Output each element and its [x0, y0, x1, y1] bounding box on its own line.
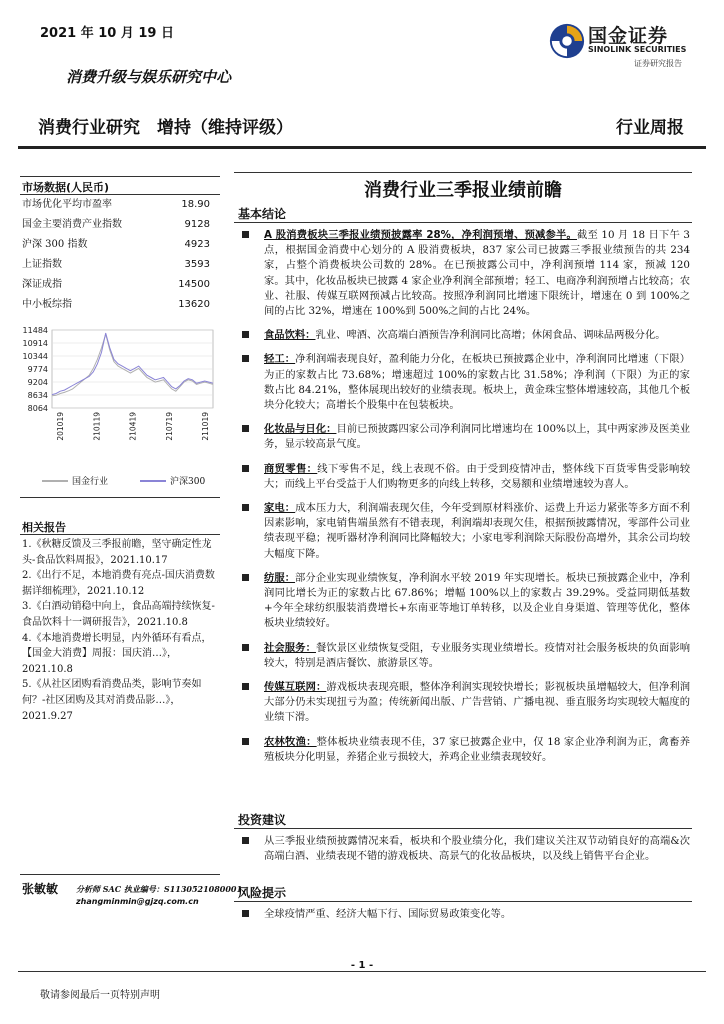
related-reports-title: 相关报告	[22, 521, 66, 534]
bullet-icon	[242, 683, 249, 690]
analyst-email[interactable]: zhangminmin@gjzq.com.cn	[76, 897, 199, 906]
market-data-table	[22, 195, 210, 315]
bullet-icon	[242, 331, 249, 338]
conclusion-item: 食品饮料：乳业、啤酒、次高端白酒预告净利润同比高增；休闲食品、调味品两极分化。	[240, 328, 690, 343]
related-report-link[interactable]: 3.《白酒动销稳中向上，食品高端持续恢复-食品饮料十一调研报告》，2021.10.8	[22, 601, 215, 628]
investment-advice-list	[240, 834, 690, 873]
bullet-icon	[242, 231, 249, 238]
series-line-industry	[52, 334, 213, 396]
related-report-link[interactable]: 4.《本地消费增长明显，内外循环有看点，【国金大消费】周报：国庆消…》，2021.10.8	[22, 632, 212, 675]
conclusion-item: 商贸零售：线下零售不足，线上表现不俗。由于受到疫情冲击，整体线下百货零售受影响较大；而线上平台受益于人们购物更多的向线上转移，交易额和业绩增速较为喜人。	[240, 462, 690, 492]
y-tick-label: 9774	[27, 365, 48, 374]
related-rule	[20, 534, 220, 535]
report-type: 行业周报	[616, 118, 684, 138]
conclusion-item: 传媒互联网：游戏板块表现亮眼，整体净利润实现较快增长；影视板块虽增幅较大，但净利润大部分仍未实现扭亏为盈；传统新闻出版、广告营销、广播电视、垂直服务均实现较大幅度的业绩下滑。	[240, 680, 690, 726]
related-report-link[interactable]: 5.《从社区团购看消费品类，影响节奏如何？-社区团购及其对消费品影…》，2021.9.27	[22, 679, 202, 722]
invest-rule	[234, 828, 692, 829]
x-tick-label: 210419	[128, 412, 138, 441]
bullet-icon	[242, 574, 249, 581]
basic-conclusion-heading: 基本结论	[238, 207, 287, 221]
y-tick-label: 11484	[22, 326, 48, 335]
bullet-icon	[242, 644, 249, 651]
conclusion-item: 化妆品与日化：目前已预披露四家公司净利润同比增速均在 100%以上，其中两家涉及医美业务，显示较高景气度。	[240, 422, 690, 452]
report-date: 2021 年 10 月 19 日	[40, 26, 174, 41]
legend-label-hs300: 沪深300	[170, 477, 206, 487]
analyst-sac-number: 分析师 SAC 执业编号：S1130521080001	[76, 884, 243, 894]
basic-conclusion-list	[240, 228, 690, 774]
risk-list	[240, 907, 690, 931]
bullet-icon	[242, 837, 249, 844]
x-tick-label: 210719	[164, 412, 174, 441]
x-tick-label: 201019	[56, 412, 65, 441]
market-row: 上证指数 3593	[22, 259, 210, 270]
related-reports-list	[22, 537, 222, 724]
index-line-chart	[18, 320, 228, 470]
y-tick-label: 10344	[22, 352, 48, 361]
conclusion-item: 家电：成本压力大，利润端表现欠佳，今年受到原材料涨价、运费上升运力紧张等多方面不利因素影响，家电销售端虽然有不错表现，利润端却表现欠佳，根据预披露情况，零部件公司业绩表现平稳；视听器材净利润同比降幅较大；小家电零利润除天际股份高增外，其余公司均较大幅度下降。	[240, 501, 690, 562]
bullet-icon	[242, 355, 249, 362]
sinolink-logo-icon	[548, 22, 586, 60]
logo-english-name: SINOLINK SECURITIES	[588, 45, 687, 54]
logo-chinese-name: 国金证券	[588, 25, 669, 47]
related-report-link[interactable]: 2.《出行不足，本地消费有亮点-国庆消费数据详细梳理》，2021.10.12	[22, 570, 215, 597]
market-row: 市场优化平均市盈率 18.90	[22, 199, 210, 210]
main-title: 消费行业三季报业绩前瞻	[364, 180, 562, 201]
related-report-link[interactable]: 1.《秋糖反馈及三季报前瞻，坚守确定性龙头-食品饮料周报》，2021.10.17	[22, 539, 212, 566]
bullet-icon	[242, 504, 249, 511]
conclusion-item: 社会服务：餐饮景区业绩恢复受阻，专业服务实现业绩增长。疫情对社会服务板块的负面影响较大，特别是酒店餐饮、旅游景区等。	[240, 641, 690, 671]
x-tick-label: 211019	[201, 412, 210, 441]
legend-swatch-industry	[42, 480, 68, 482]
chart-legend	[42, 474, 222, 487]
legend-swatch-hs300	[140, 480, 166, 482]
basic-rule	[234, 222, 692, 223]
analyst-rule	[20, 874, 220, 875]
disclaimer-note: 敬请参阅最后一页特别声明	[40, 990, 160, 1001]
research-center-name: 消费升级与娱乐研究中心	[66, 68, 232, 86]
footer-rule	[18, 971, 706, 972]
market-data-title: 市场数据(人民币)	[22, 181, 110, 194]
conclusion-item: 纺服：部分企业实现业绩恢复，净利润水平较 2019 年实现增长。板块已预披露企业中，净利润同比增长为正的家数占比 67.86%；增幅 100%以上的家数占 39.29%。受益同期低基数+今年全球纺织服装消费增长+东南亚等地订单转移，以及企业自身渠道、管理等优化，整体板块业绩较好。	[240, 571, 690, 632]
risk-heading: 风险提示	[238, 886, 287, 900]
y-tick-label: 8634	[27, 391, 48, 400]
y-tick-label: 10914	[22, 339, 48, 348]
company-logo	[548, 18, 698, 68]
x-tick-label: 210119	[92, 412, 102, 441]
market-row: 中小板综指 13620	[22, 299, 210, 310]
risk-rule	[234, 901, 692, 902]
analyst-name: 张敏敏	[22, 882, 59, 896]
conclusion-item: 农林牧渔：整体板块业绩表现不佳，37 家已披露企业中，仅 18 家企业净利润为正，禽畜养殖板块分化明显，养猪企业亏损较大，养鸡企业业绩表现较好。	[240, 735, 690, 765]
bullet-icon	[242, 910, 249, 917]
page-number: - 1 -	[350, 960, 374, 971]
market-row: 深证成指 14500	[22, 279, 210, 290]
bullet-icon	[242, 465, 249, 472]
market-top-rule	[20, 176, 220, 177]
bullet-icon	[242, 738, 249, 745]
invest-item: 从三季报业绩预披露情况来看，板块和个股业绩分化，我们建议关注双节动销良好的高端&次高端白酒、业绩表现不错的游戏板块、高景气的化妆品板块，以及线上销售平台企业。	[240, 834, 690, 864]
report-title-rating: 消费行业研究 增持（维持评级）	[38, 118, 293, 138]
logo-subtitle: 证券研究报告	[634, 59, 682, 68]
market-row: 国金主要消费产业指数 9128	[22, 219, 210, 230]
investment-advice-heading: 投资建议	[238, 813, 287, 827]
legend-label-industry: 国金行业	[72, 477, 109, 487]
y-tick-label: 9204	[27, 378, 48, 387]
bullet-icon	[242, 425, 249, 432]
y-tick-label: 8064	[27, 404, 48, 413]
risk-item: 全球疫情严重、经济大幅下行、国际贸易政策变化等。	[240, 907, 690, 922]
market-row: 沪深 300 指数 4923	[22, 239, 210, 250]
conclusion-item: A 股消费板块三季报业绩预披露率 28%，净利润预增、预减参半。截至 10 月 18 日下午 3 点，根据国金消费中心划分的 A 股消费板块，837 家公司已披露三季报业绩预告的共 234 家，占整个消费板块公司数的 28%。在已预披露公司中，净利润预增 114 家，预减 120 家。其中，化妆品板块已披露 4 家企业净利润全部预增；轻工、电商净利润预增占比较高；农业、社服、传媒互联网预减占比较高。按照净利润同比增速下限统计，增速在 0 到 100%之间的占比 32%，增速在 100%到 500%之间的占比 24%。	[240, 228, 690, 319]
chart-bottom-rule	[20, 497, 220, 498]
series-line-hs300	[52, 333, 213, 395]
main-top-rule	[234, 172, 692, 173]
conclusion-item: 轻工：净利润端表现良好，盈利能力分化，在板块已预披露企业中，净利润同比增速（下限）为正的家数占比 73.68%；增速超过 100%的家数占比 31.58%；净利润（下限）为正的家数占比 84.21%，整体展现出较好的业绩表现。板块上，黄金珠宝整体增速较高，其他几个板块分化较大；高增长个股集中在包装板块。	[240, 352, 690, 413]
header-divider	[18, 146, 706, 149]
